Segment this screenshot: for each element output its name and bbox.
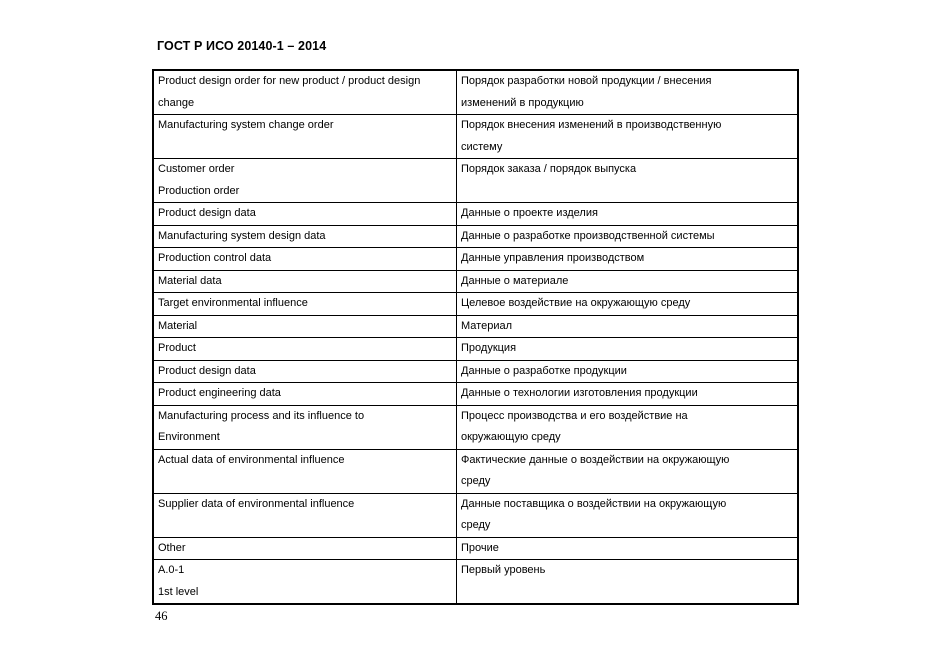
document-header: ГОСТ Р ИСО 20140-1 – 2014: [157, 39, 327, 53]
table-row: [153, 70, 798, 115]
page-number: 46: [155, 609, 168, 623]
cell-text-line: A.0-1: [158, 564, 185, 576]
cell-text-line: Product design order for new product / product design: [158, 75, 421, 87]
russian-term-cell: [457, 449, 799, 493]
english-term-cell: [153, 293, 457, 316]
table-row: [153, 115, 798, 159]
table-row: [153, 270, 798, 293]
table-row: [153, 360, 798, 383]
cell-text-line: Environment: [158, 431, 220, 443]
english-term-cell: [153, 203, 457, 226]
cell-text-line: Порядок внесения изменений в производственную: [461, 119, 722, 131]
cell-text-line: Данные о материале: [461, 274, 569, 287]
table-row: [153, 560, 798, 605]
english-term-cell: [153, 270, 457, 293]
english-term-cell: [153, 360, 457, 383]
cell-text-line: Данные поставщика о воздействии на окружающую: [461, 497, 727, 510]
english-term-cell: [153, 537, 457, 560]
english-term-cell: [153, 493, 457, 537]
russian-term-cell: [457, 70, 799, 115]
cell-text-line: Процесс производства и его воздействие на: [461, 409, 688, 422]
table-row: [153, 293, 798, 316]
table-row: [153, 405, 798, 449]
cell-text-line: Supplier data of environmental influence: [158, 497, 355, 510]
cell-text-line: Данные о разработке продукции: [461, 364, 627, 377]
cell-text-line: Actual data of environmental influence: [158, 453, 345, 466]
english-term-cell: [153, 383, 457, 406]
cell-text-line: Product engineering data: [158, 387, 281, 399]
cell-text-line: Manufacturing system change order: [158, 119, 334, 131]
russian-term-cell: [457, 159, 799, 203]
cell-text-line: 1st level: [158, 585, 199, 598]
cell-text-line: изменений в продукцию: [461, 96, 584, 109]
table-row: [153, 159, 798, 203]
russian-term-cell: [457, 203, 799, 226]
cell-text-line: Прочие: [461, 541, 499, 554]
russian-term-cell: [457, 270, 799, 293]
russian-term-cell: [457, 383, 799, 406]
cell-text-line: Порядок разработки новой продукции / внесения: [461, 75, 712, 87]
cell-text-line: Данные о разработке производственной системы: [461, 229, 715, 242]
cell-text-line: Product design data: [158, 207, 256, 219]
cell-text-line: среду: [461, 519, 491, 531]
russian-term-cell: [457, 248, 799, 271]
english-term-cell: [153, 405, 457, 449]
english-term-cell: [153, 248, 457, 271]
cell-text-line: Порядок заказа / порядок выпуска: [461, 163, 637, 175]
cell-text-line: Данные о технологии изготовления продукции: [461, 387, 698, 399]
table-row: [153, 248, 798, 271]
cell-text-line: Target environmental influence: [158, 297, 308, 309]
terms-table-body: [153, 70, 798, 604]
cell-text-line: Other: [158, 541, 186, 554]
table-row: [153, 315, 798, 338]
table-row: [153, 338, 798, 361]
russian-term-cell: [457, 537, 799, 560]
english-term-cell: [153, 338, 457, 361]
cell-text-line: Customer order: [158, 163, 235, 175]
cell-text-line: Material data: [158, 274, 222, 287]
english-term-cell: [153, 560, 457, 605]
cell-text-line: change: [158, 96, 195, 109]
cell-text-line: систему: [461, 140, 503, 153]
cell-text-line: Данные управления производством: [461, 252, 645, 264]
english-term-cell: [153, 225, 457, 248]
cell-text-line: Product design data: [158, 364, 256, 377]
table-row: [153, 203, 798, 226]
cell-text-line: Production order: [158, 184, 240, 197]
table-row: [153, 225, 798, 248]
russian-term-cell: [457, 560, 799, 605]
table-row: [153, 537, 798, 560]
cell-text-line: среду: [461, 475, 491, 487]
cell-text-line: Данные о проекте изделия: [461, 207, 598, 219]
cell-text-line: Фактические данные о воздействии на окружающую: [461, 453, 730, 466]
russian-term-cell: [457, 315, 799, 338]
english-term-cell: [153, 70, 457, 115]
cell-text-line: Первый уровень: [461, 564, 546, 576]
cell-text-line: Product: [158, 342, 196, 354]
cell-text-line: окружающую среду: [461, 431, 561, 443]
table-row: [153, 383, 798, 406]
cell-text-line: Manufacturing system design data: [158, 229, 326, 242]
russian-term-cell: [457, 360, 799, 383]
russian-term-cell: [457, 338, 799, 361]
cell-text-line: Материал: [461, 319, 512, 332]
table-row: [153, 449, 798, 493]
cell-text-line: Продукция: [461, 342, 517, 354]
terms-table: [152, 69, 799, 605]
cell-text-line: Production control data: [158, 252, 272, 264]
cell-text-line: Manufacturing process and its influence to: [158, 409, 365, 422]
cell-text-line: Material: [158, 319, 198, 332]
table-row: [153, 493, 798, 537]
russian-term-cell: [457, 115, 799, 159]
cell-text-line: Целевое воздействие на окружающую среду: [461, 297, 691, 309]
russian-term-cell: [457, 225, 799, 248]
russian-term-cell: [457, 493, 799, 537]
russian-term-cell: [457, 405, 799, 449]
english-term-cell: [153, 315, 457, 338]
english-term-cell: [153, 449, 457, 493]
russian-term-cell: [457, 293, 799, 316]
english-term-cell: [153, 115, 457, 159]
english-term-cell: [153, 159, 457, 203]
